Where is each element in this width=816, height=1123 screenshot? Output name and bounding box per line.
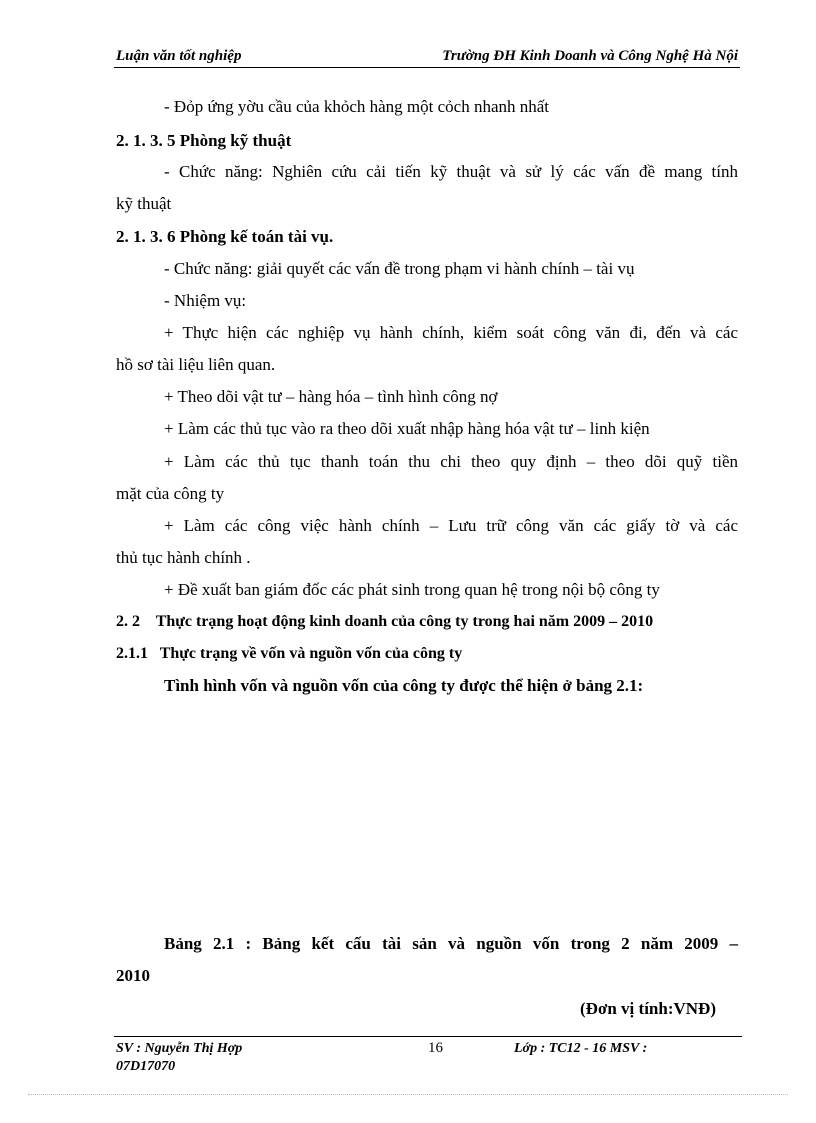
line-duty-4-cont: mặt của công ty [116, 484, 225, 503]
line-duty-3: + Làm các thủ tục vào ra theo dõi xuất nhập hàng hóa vật tư – linh kiện [164, 419, 650, 438]
unit-label: (Đơn vị tính:VNĐ) [580, 999, 716, 1018]
line-respond: - Đỏp ứng yờu cầu của khỏch hàng một cỏch nhanh nhất [164, 97, 550, 116]
footer-student: SV : Nguyễn Thị Hợp [116, 1041, 243, 1056]
footer-rule [114, 1036, 742, 1037]
line-capital-intro: Tình hình vốn và nguồn vốn của công ty được thể hiện ở bảng 2.1: [164, 676, 644, 695]
line-duty-4: + Làm các thủ tục thanh toán thu chi theo quy định – theo dõi quỹ tiền [164, 452, 738, 471]
heading-accounting-dept: 2. 1. 3. 6 Phòng kế toán tài vụ. [116, 227, 334, 246]
line-duty-1: + Thực hiện các nghiệp vụ hành chính, kiểm soát công văn đi, đến và các [164, 323, 738, 342]
heading-business-status: 2. 2 Thực trạng hoạt động kinh doanh của công ty trong hai năm 2009 – 2010 [116, 613, 654, 630]
page-bottom-dots [28, 1094, 788, 1095]
line-function-technical: - Chức năng: Nghiên cứu cải tiến kỹ thuật và sử lý các vấn đề mang tính [164, 162, 738, 181]
page-number: 16 [428, 1040, 443, 1056]
line-function-accounting: - Chức năng: giải quyết các vấn đề trong phạm vi hành chính – tài vụ [164, 259, 635, 278]
line-duty-6: + Đề xuất ban giám đốc các phát sinh trong quan hệ trong nội bộ công ty [164, 580, 660, 599]
table-caption: Bảng 2.1 : Bảng kết cấu tài sản và nguồn vốn trong 2 năm 2009 – [164, 934, 738, 953]
line-duty-5: + Làm các công việc hành chính – Lưu trữ công văn các giấy tờ và các [164, 516, 738, 535]
line-duties: - Nhiệm vụ: [164, 291, 247, 310]
line-duty-5-cont: thủ tục hành chính . [116, 548, 251, 567]
heading-technical-dept: 2. 1. 3. 5 Phòng kỹ thuật [116, 131, 292, 150]
table-caption-cont: 2010 [116, 966, 150, 985]
heading-capital-status: 2.1.1 Thực trạng về vốn và nguồn vốn của công ty [116, 645, 463, 662]
line-duty-2: + Theo dõi vật tư – hàng hóa – tình hình công nợ [164, 387, 498, 406]
line-duty-1-cont: hồ sơ tài liệu liên quan. [116, 355, 276, 374]
footer-class: Lớp : TC12 - 16 MSV : [514, 1041, 648, 1056]
header-rule [114, 67, 740, 68]
line-function-technical-cont: kỹ thuật [116, 194, 172, 213]
header-right: Trường ĐH Kinh Doanh và Công Nghệ Hà Nội [442, 48, 738, 64]
header-left: Luận văn tốt nghiệp [116, 48, 242, 64]
footer-student-id: 07D17070 [116, 1059, 176, 1074]
